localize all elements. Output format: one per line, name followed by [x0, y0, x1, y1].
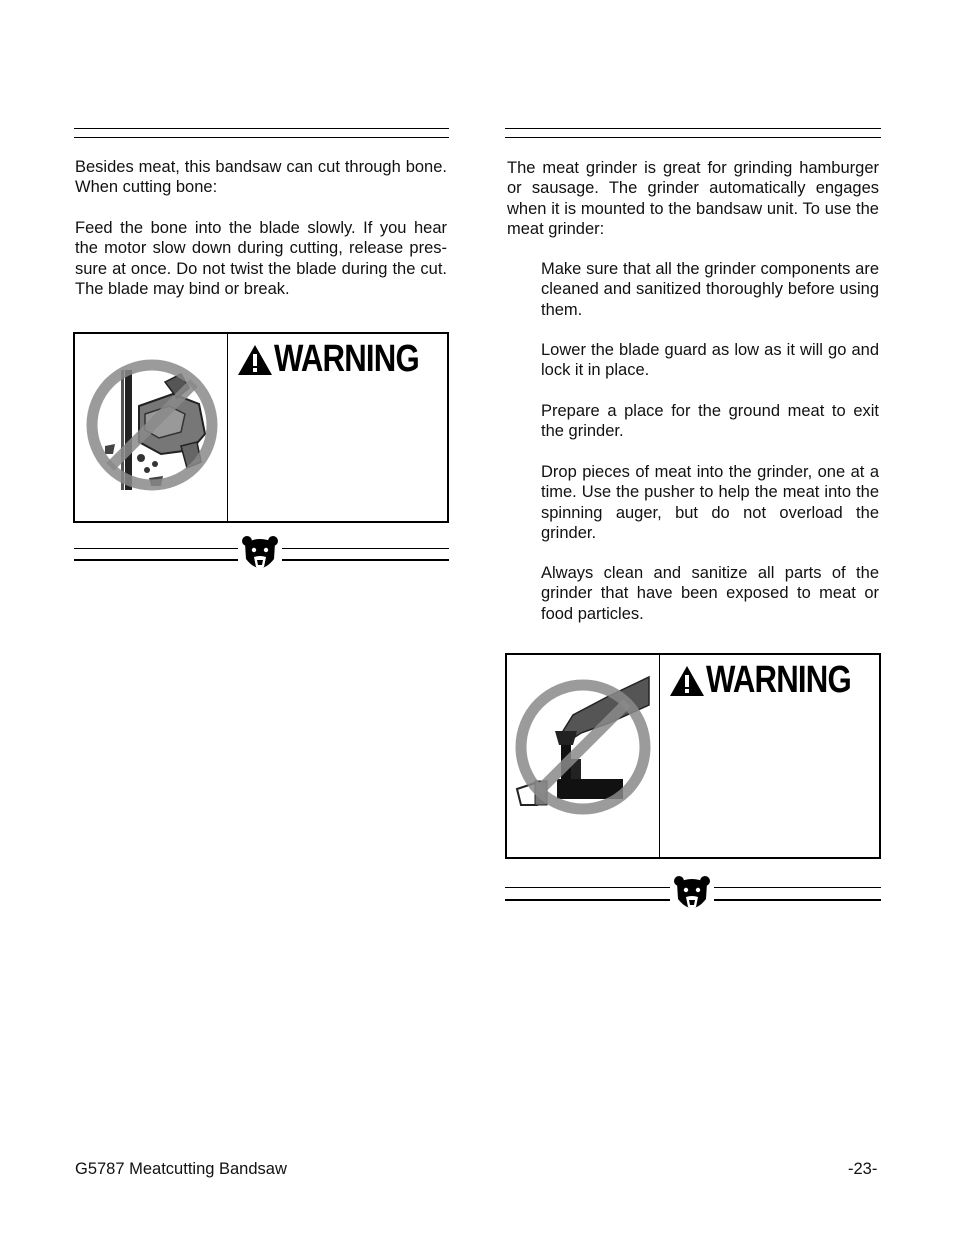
warning-triangle-icon	[236, 343, 274, 377]
left-instruction-paragraph: Feed the bone into the blade slowly. If you hear the motor slow down during cutting, release pres-sure at once. Do not twist the blade during the cut. The blade may bind or break.	[75, 219, 447, 298]
right-intro-paragraph: The meat grinder is great for grinding hamburger or sausage. The grinder automatically engages when it is mounted to the bandsaw unit. To use the meat grinder:	[507, 159, 879, 238]
grinder-step-3: Prepare a place for the ground meat to exit the grinder.	[541, 402, 879, 441]
grinder-step-4: Drop pieces of meat into the grinder, one at a time. Use the pusher to help the meat into the spinning auger, but do not overload the grinder.	[541, 463, 879, 542]
page-number: -23-	[848, 1160, 878, 1178]
left-end-rule-top-left	[74, 548, 238, 549]
right-header-rule-top	[505, 128, 881, 129]
left-end-rule-bottom-right	[282, 559, 449, 561]
right-end-rule-bottom-left	[505, 899, 670, 901]
left-end-rule-top-right	[282, 548, 449, 549]
no-hands-in-grinder-prohibition-icon	[511, 671, 657, 817]
bear-logo-icon	[673, 875, 711, 915]
left-header-rule-top	[74, 128, 449, 129]
right-end-rule-top-left	[505, 887, 670, 888]
bear-logo-icon	[241, 535, 279, 575]
left-header-rule-bottom	[74, 137, 449, 138]
warning-label: WARNING	[706, 659, 851, 701]
right-warning-box	[505, 653, 881, 859]
grinder-step-5: Always clean and sanitize all parts of the grinder that have been exposed to meat or food particles.	[541, 564, 879, 623]
right-end-rule-bottom-right	[714, 899, 881, 901]
grinder-step-2: Lower the blade guard as low as it will go and lock it in place.	[541, 341, 879, 380]
left-warning-title	[236, 338, 451, 381]
warning-triangle-icon	[668, 664, 706, 698]
left-end-rule-bottom-left	[74, 559, 238, 561]
left-warning-box	[73, 332, 449, 523]
footer-title: G5787 Meatcutting Bandsaw	[75, 1160, 287, 1178]
warning-label: WARNING	[274, 338, 419, 380]
right-end-rule-top-right	[714, 887, 881, 888]
left-intro-paragraph: Besides meat, this bandsaw can cut through bone. When cutting bone:	[75, 158, 447, 197]
no-bone-cutting-prohibition-icon	[81, 354, 223, 496]
left-warning-divider	[227, 334, 228, 521]
right-warning-title	[668, 659, 883, 702]
grinder-step-1: Make sure that all the grinder components are cleaned and sanitized thoroughly before using them.	[541, 260, 879, 319]
right-warning-divider	[659, 655, 660, 857]
right-header-rule-bottom	[505, 137, 881, 138]
